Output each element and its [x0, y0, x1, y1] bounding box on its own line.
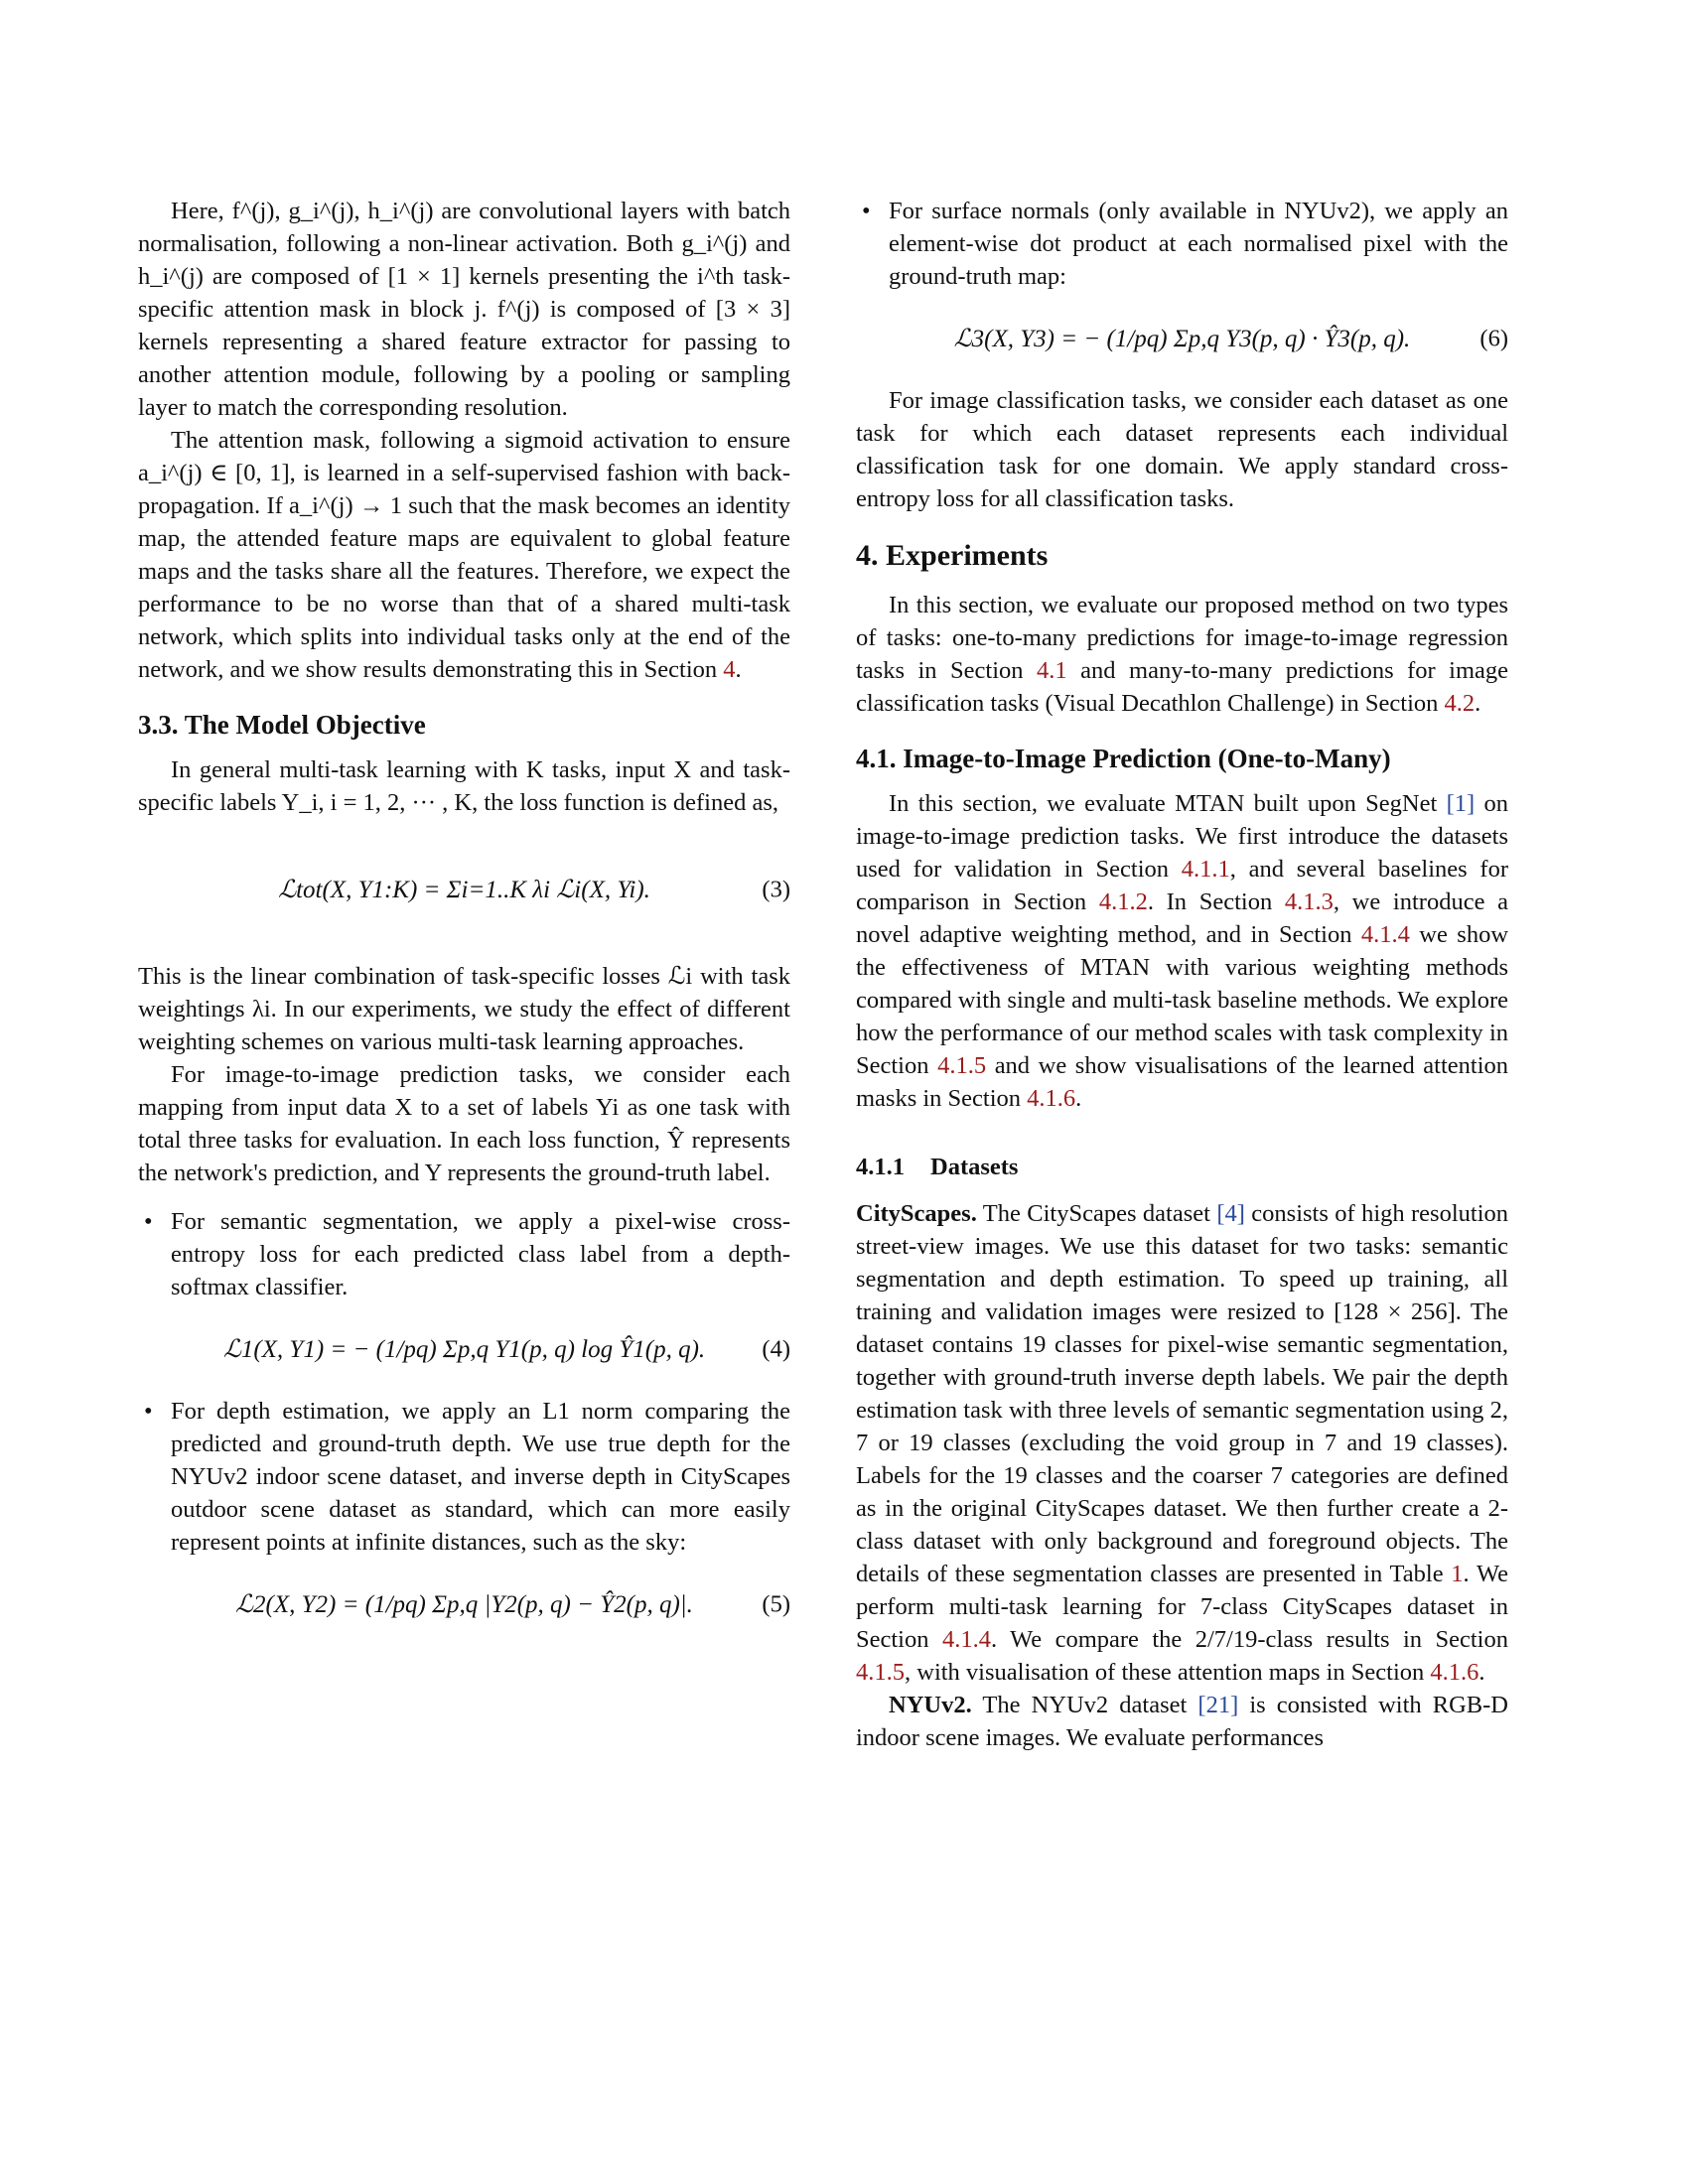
table-ref-link[interactable]: 1: [1451, 1561, 1464, 1587]
paragraph-text: The attention mask, following a sigmoid activation to ensure a_i^(j) ∈ [0, 1], is learned in a self-supervised fashion with back-propagation. If a_i^(j) → 1 such that the mask becomes an identity map, the attended feature maps are equivalent to global feature maps and the tasks share all the features. Therefore, we expect the performance to be no worse than that of a shared multi-task network, which splits into individual tasks only at the end of the network, and we show results demonstrating this in Section: [138, 427, 790, 683]
paragraph-text: . We compare the 2/7/19-class results in Section: [990, 1626, 1508, 1653]
paragraph-text: In this section, we evaluate our proposed method on two types of tasks: one-to-many predictions for image-to-image regression tasks in Section: [856, 592, 1508, 684]
equation-5: [138, 1574, 790, 1634]
paragraph-text: , we introduce a novel adaptive weighting method, and in Section: [856, 888, 1508, 948]
run-in-heading: CityScapes.: [856, 1200, 977, 1227]
equation-number: (4): [762, 1335, 790, 1363]
equation-number: (6): [1479, 325, 1508, 352]
loss-list-left: [138, 1205, 790, 1634]
paragraph-attention-mask: The attention mask, following a sigmoid activation to ensure a_i^(j) ∈ [0, 1], is learned in a self-supervised fashion with back-propagation. If a_i^(j) → 1 such that the mask becomes an identity map, the attended feature maps are equivalent to global feature maps and the tasks share all the features. Therefore, we expect the performance to be no worse than that of a shared multi-task network, which splits into individual tasks only at the end of the network, and we show results demonstrating this in Section 4.: [138, 427, 790, 683]
paragraph-text: on image-to-image prediction tasks. We first introduce the datasets used for validation in Section: [856, 790, 1509, 883]
equation-number: (3): [762, 876, 790, 903]
paragraph-text: In this section, we evaluate MTAN built upon SegNet: [889, 790, 1438, 817]
paragraph-text: . In Section: [1147, 888, 1273, 915]
paragraph-multitask-intro: In general multi-task learning with K tasks, input X and task-specific labels Y_i, i = 1, 2, ··· , K, the loss function is defined as,: [138, 756, 790, 816]
section-heading-4-1: 4.1. Image-to-Image Prediction (One-to-Many): [856, 744, 1391, 773]
paragraph-text: consists of high resolution street-view images. We use this dataset for two tasks: semantic segmentation and depth estimation. To speed up training, all training and validation images were resized to [128 × 256]. The dataset contains 19 classes for pixel-wise semantic segmentation, together with ground-truth inverse depth labels. We pair the depth estimation task with three levels of semantic segmentation using 2, 7 or 19 classes (excluding the void group in 7 and 19 classes). Labels for the 19 classes and the coarser 7 categories are defined as in the original CityScapes dataset. We then further create a 2-class dataset with only background and foreground objects. The details of these segmentation classes are presented in Table: [856, 1200, 1508, 1587]
paragraph-cityscapes: [856, 1197, 1508, 1689]
paragraph-nyuv2: [856, 1689, 1508, 1754]
section-ref-link[interactable]: 4.1.4: [941, 1626, 991, 1653]
citation-link[interactable]: [1]: [1446, 790, 1476, 817]
paragraph-image-to-image: For image-to-image prediction tasks, we consider each mapping from input data X to a set of labels Yi as one task with total three tasks for evaluation. In each loss function, Ŷ represents the network's prediction, and Y represents the ground-truth label.: [138, 1061, 790, 1186]
paragraph-attention-layers: Here, f^(j), g_i^(j), h_i^(j) are convolutional layers with batch normalisation, following a non-linear activation. Both g_i^(j) and h_i^(j) are composed of [1 × 1] kernels presenting the i^th task-specific attention mask in block j. f^(j) is composed of [3 × 3] kernels representing a shared feature extractor for passing to another attention module, following by a pooling or sampling layer to match the corresponding resolution.: [138, 198, 790, 421]
paragraph-text: , and several baselines for comparison in Section: [856, 856, 1508, 915]
paragraph-mtan-intro: [856, 787, 1508, 1115]
section-ref-link[interactable]: 4: [723, 656, 736, 683]
paragraph-text: .: [1475, 690, 1481, 717]
paragraph-image-classification: For image classification tasks, we consider each dataset as one task for which each dataset represents each individual classification task for one domain. We apply standard cross-entropy loss for all classification tasks.: [856, 387, 1508, 512]
section-ref-link[interactable]: 4.1.5: [937, 1052, 987, 1079]
loss-list-right: [856, 195, 1508, 368]
section-ref-link[interactable]: 4.1.5: [856, 1659, 905, 1686]
equation-body: ℒ3(X, Y3) = − (1/pq) Σp,q Y3(p, q) · Ŷ3(p, q).: [953, 325, 1411, 352]
section-title: Datasets: [930, 1154, 1019, 1180]
equation-4: [138, 1319, 790, 1379]
section-heading-3-3: 3.3. The Model Objective: [138, 710, 426, 740]
section-ref-link[interactable]: 4.1.3: [1284, 888, 1334, 915]
run-in-heading: NYUv2.: [889, 1692, 972, 1718]
paragraph-text: .: [1075, 1085, 1082, 1112]
section-ref-link[interactable]: 4.1.4: [1360, 921, 1410, 948]
section-ref-link[interactable]: 4.2: [1444, 690, 1476, 717]
paragraph-text: .: [1478, 1659, 1485, 1686]
section-heading-4: 4. Experiments: [856, 539, 1049, 572]
section-heading-4-1-1: [856, 1151, 1508, 1183]
paragraph-experiments-intro: [856, 589, 1508, 720]
list-item-depth-estimation: [138, 1395, 790, 1634]
paragraph-text: we show the effectiveness of MTAN with various weighting methods compared with single and multi-task baseline methods. We explore how the performance of our method scales with task complexity in Section: [856, 921, 1509, 1079]
paragraph-text: , with visualisation of these attention maps in Section: [905, 1659, 1425, 1686]
left-column: [138, 195, 790, 1650]
section-ref-link[interactable]: 4.1.1: [1181, 856, 1230, 883]
right-column: [856, 195, 1508, 1754]
list-item-text: For semantic segmentation, we apply a pixel-wise cross-entropy loss for each predicted class label from a depth-softmax classifier.: [171, 1208, 790, 1300]
paragraph-text: and many-to-many predictions for image classification tasks (Visual Decathlon Challenge) in Section: [856, 657, 1509, 717]
section-ref-link[interactable]: 4.1.2: [1098, 888, 1148, 915]
section-number: 4.1.1: [856, 1154, 905, 1180]
equation-body: ℒtot(X, Y1:K) = Σi=1..K λi ℒi(X, Yi).: [278, 876, 650, 903]
list-item-text: For surface normals (only available in NYUv2), we apply an element-wise dot product at each normalised pixel with the ground-truth map:: [889, 198, 1508, 290]
section-ref-link[interactable]: 4.1.6: [1027, 1085, 1076, 1112]
paragraph-text: The CityScapes dataset: [982, 1200, 1210, 1227]
list-item-text: For depth estimation, we apply an L1 norm comparing the predicted and ground-truth depth. We use true depth for the NYUv2 indoor scene dataset, and inverse depth in CityScapes outdoor scene dataset as standard, which can more easily represent points at infinite distances, such as the sky:: [171, 1398, 790, 1556]
section-ref-link[interactable]: 4.1: [1037, 657, 1067, 684]
equation-body: ℒ2(X, Y2) = (1/pq) Σp,q |Y2(p, q) − Ŷ2(p, q)|.: [235, 1590, 693, 1618]
list-item-surface-normals: [856, 195, 1508, 368]
paragraph-text: is consisted with RGB-D indoor scene images. We evaluate performances: [856, 1692, 1508, 1751]
section-ref-link[interactable]: 4.1.6: [1430, 1659, 1479, 1686]
equation-body: ℒ1(X, Y1) = − (1/pq) Σp,q Y1(p, q) log Ŷ1(p, q).: [222, 1335, 706, 1363]
list-item-semantic-segmentation: [138, 1205, 790, 1379]
citation-link[interactable]: [4]: [1216, 1200, 1245, 1227]
paragraph-text: . We perform multi-task learning for 7-class CityScapes dataset in Section: [856, 1561, 1508, 1653]
equation-3: [138, 835, 790, 944]
equation-number: (5): [762, 1590, 790, 1618]
paragraph-text: The NYUv2 dataset: [982, 1692, 1188, 1718]
paragraph-linear-combination: This is the linear combination of task-specific losses ℒi with task weightings λi. In our experiments, we study the effect of different weighting schemes on various multi-task learning approaches.: [138, 963, 790, 1055]
equation-6: [856, 309, 1508, 368]
citation-link[interactable]: [21]: [1197, 1692, 1239, 1718]
paragraph-text: and we show visualisations of the learned attention masks in Section: [856, 1052, 1509, 1112]
